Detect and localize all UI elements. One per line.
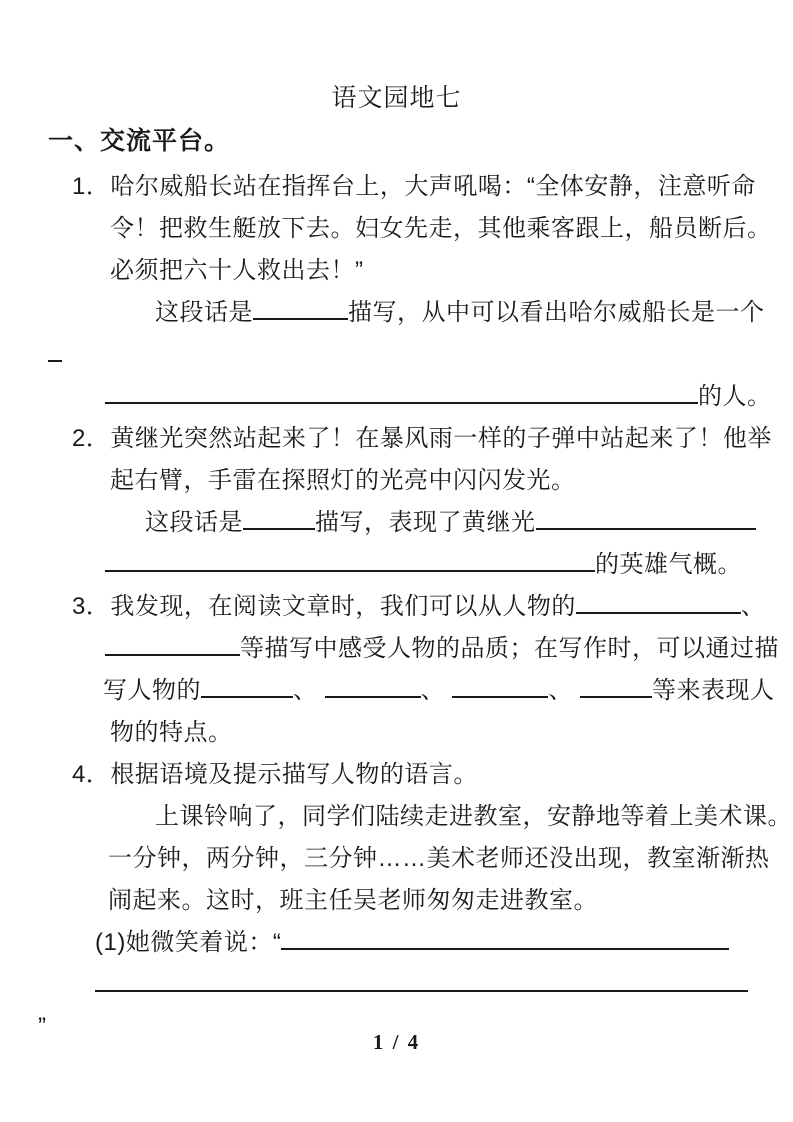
answer-blank [201,691,293,698]
line-text: 令！把救生艇放下去。妇女先走，其他乘客跟上，船员断后。 [110,215,772,242]
line-text: 这段话是 [145,509,243,536]
text-line [105,628,793,670]
text-line [95,964,793,1006]
page-number: 1 / 4 [372,1030,421,1054]
line-text: 起右臂，手雷在探照灯的光亮中闪闪发光。 [110,467,576,494]
line-text: 等来表现人 [652,677,775,704]
line-text: 4．根据语境及提示描写人物的语言。 [72,761,478,788]
line-text: 一分钟，两分钟，三分钟……美术老师还没出现，教室渐渐热 [108,845,770,872]
text-line [110,712,793,754]
answer-blank [325,691,421,698]
text-line [105,544,793,586]
text-line [72,418,793,460]
text-line [95,922,793,964]
answer-blank [105,397,698,404]
section-heading: 一、交流平台。 [48,127,231,155]
line-text: 必须把六十人救出去！” [110,257,364,284]
answer-blank [580,691,652,698]
page-title: 语文园地七 [331,84,462,112]
text-line [108,838,793,880]
text-line [72,166,793,208]
answer-blank [105,649,240,656]
text-line [72,586,793,628]
answer-blank [48,355,62,362]
line-text: 这段话是 [155,299,253,326]
answer-blank [243,523,315,530]
line-text: ” [38,1013,47,1040]
text-line [145,502,793,544]
text-line [103,670,793,712]
text-line [110,460,793,502]
line-text: 描写，从中可以看出哈尔威船长是一个 [348,299,765,326]
line-text: 闹起来。这时，班主任吴老师匆匆走进教室。 [108,887,598,914]
line-text: 物的特点。 [110,719,233,746]
text-line [110,250,793,292]
line-text: 1．哈尔威船长站在指挥台上，大声吼喝：“全体安静，注意听命 [72,173,756,200]
answer-blank [281,943,729,950]
line-text: 的人。 [698,383,772,410]
line-text: 、 [293,677,325,704]
line-text: 的英雄气概。 [595,551,742,578]
text-line [105,376,793,418]
line-text: 描写，表现了黄继光 [315,509,536,536]
answer-blank [576,607,741,614]
line-text: 上课铃响了，同学们陆续走进教室，安静地等着上美术课。 [155,803,792,830]
line-text: 、 [740,593,766,620]
text-line [72,754,793,796]
answer-blank [536,523,756,530]
line-text: 、 [420,677,453,704]
line-text: 3．我发现，在阅读文章时，我们可以从人物的 [72,593,576,620]
text-line [48,334,793,376]
answer-blank [253,313,348,320]
line-text: 等描写中感受人物的品质；在写作时，可以通过描 [240,635,779,662]
answer-blank [105,565,595,572]
document-lines [0,166,793,1048]
line-text: 写人物的 [103,677,201,704]
text-line [155,796,793,838]
text-line [108,880,793,922]
line-text: (1)她微笑着说：“ [95,929,282,956]
text-line [110,208,793,250]
answer-blank [452,691,548,698]
line-text: 2．黄继光突然站起来了！在暴风雨一样的子弹中站起来了！他举 [72,425,772,452]
answer-blank [95,985,748,992]
text-line [155,292,793,334]
line-text: 、 [548,677,581,704]
